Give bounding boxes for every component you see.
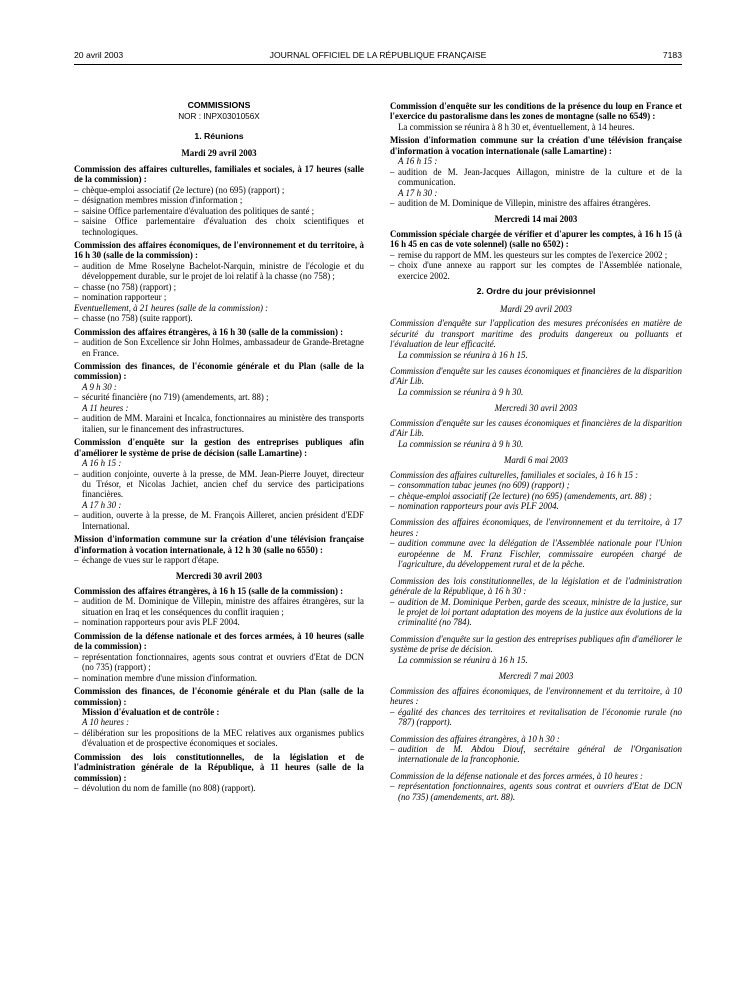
agenda-entry: Commission des affaires économiques, de l'environnement et du territoire, à 17 heures :	[390, 517, 682, 538]
entry-time: A 11 heures :	[82, 402, 129, 413]
entry-affaires-culturelles	[74, 164, 364, 237]
entry-affaires-etrangeres	[74, 327, 364, 358]
entry-time: A 16 h 15 :	[82, 458, 122, 469]
list-item: – échange de vues sur le rapport d'étape.	[74, 555, 364, 565]
entry-items	[74, 185, 364, 237]
entry-heading: Commission de la défense nationale et des forces armées, à 10 heures (salle de la commission) :	[74, 630, 364, 652]
entry-items	[74, 337, 364, 358]
list-item: – désignation membres mission d'information ;	[74, 195, 364, 205]
list-item: – saisine Office parlementaire d'évaluation des politiques de santé ;	[74, 206, 364, 216]
list-item: – audition de Mme Roselyne Bachelot-Narquin, ministre de l'écologie et du développement durable, sur le projet de loi relatif à la chasse (no 758) ;	[74, 261, 364, 282]
agenda-items	[390, 781, 682, 802]
agenda-time: La commission se réunira à 9 h 30.	[398, 438, 524, 449]
list-item: – dévolution du nom de famille (no 808) (rapport).	[74, 783, 364, 793]
entry-finances	[74, 361, 364, 434]
agenda-items	[390, 538, 682, 569]
entry-items	[74, 469, 364, 500]
agenda-items	[390, 707, 682, 728]
entry-items	[390, 250, 682, 281]
agenda-items	[390, 597, 682, 628]
date-heading: Mardi 6 mai 2003	[503, 455, 568, 466]
header-page-number: 7183	[662, 50, 682, 60]
entry-items	[74, 728, 364, 749]
list-item: – choix d'une annexe au rapport sur les comptes de l'Assemblée nationale, exercice 2002.	[390, 260, 682, 281]
entry-items	[74, 652, 364, 683]
header-date: 20 avril 2003	[74, 50, 124, 60]
agenda-entry: Commission d'enquête sur l'application des mesures préconisées en matière de sécurité du transport maritime des produits dangereux ou polluants et l'évaluation de leur efficacité.	[390, 318, 682, 350]
date-heading: Mercredi 30 avril 2003	[494, 403, 578, 414]
list-item: – représentation fonctionnaires, agents sous contrat et ouvriers d'Etat de DCN (no 735) (rapport) ;	[74, 652, 364, 673]
agenda-entry: Commission d'enquête sur les causes économiques et financières de la disparition d'Air Lib.	[390, 417, 682, 439]
list-item: – chèque-emploi associatif (2e lecture) (no 695) (rapport) ;	[74, 185, 364, 195]
agenda-entry: Commission des affaires étrangères, à 10 h 30 :	[390, 733, 560, 744]
subsection-reunions: 1. Réunions	[194, 130, 244, 141]
entry-items	[74, 596, 364, 627]
list-item: – sécurité financière (no 719) (amendements, art. 88) ;	[74, 392, 364, 402]
entry-heading: Commission des affaires étrangères, à 16 h 15 (salle de la commission) :	[74, 586, 344, 597]
agenda-entry: Commission des lois constitutionnelles, de la législation et de l'administration générale de la République, à 16 h 30 :	[390, 575, 682, 597]
entry-heading: Commission des lois constitutionnelles, de la législation et de l'administration générale de la République, à 11 heures (salle de la commission) :	[74, 751, 364, 783]
entry-heading: Commission d'enquête sur la gestion des entreprises publiques afin d'améliorer le système de prise de décision (salle Lamartine) :	[74, 437, 364, 458]
list-item: – saisine Office parlementaire d'évaluation des choix scientifiques et technologiques.	[74, 216, 364, 237]
entry-items	[390, 198, 682, 208]
list-item: – égalité des chances des territoires et revitalisation de l'économie rurale (no 787) (rapport).	[390, 707, 682, 728]
list-item: – audition de MM. Maraini et Incalca, fonctionnaires au ministère des transports italien, sur le financement des infrastructures.	[74, 413, 364, 434]
entry-items	[74, 261, 364, 303]
entry-time: Eventuellement, à 21 heures (salle de la commission) :	[74, 302, 269, 313]
entry-time: A 17 h 30 :	[398, 187, 438, 198]
list-item: – audition, ouverte à la presse, de M. François Ailleret, ancien président d'EDF International.	[74, 510, 364, 531]
entry-heading: Mission d'information commune sur la création d'une télévision française d'information à vocation internationale (salle Lamartine) :	[390, 135, 682, 156]
header-rule	[74, 64, 682, 65]
agenda-entry: Commission de la défense nationale et des forces armées, à 10 heures :	[390, 770, 643, 781]
entry-enquete-loup	[390, 101, 682, 132]
entry-items	[74, 510, 364, 531]
entry-heading: Commission des finances, de l'économie générale et du Plan (salle de la commission) :	[74, 360, 364, 382]
entry-items	[74, 313, 364, 323]
agenda-time: La commission se réunira à 16 h 15.	[398, 654, 528, 665]
agenda-time: La commission se réunira à 16 h 15.	[398, 349, 528, 360]
entry-heading: Commission des finances, de l'économie générale et du Plan (salle de la commission) :	[74, 686, 364, 707]
entry-items	[74, 392, 364, 402]
list-item: – audition de M. Jean-Jacques Aillagon, ministre de la culture et de la communication.	[390, 167, 682, 188]
agenda-items	[390, 744, 682, 765]
agenda-items	[390, 480, 682, 511]
entry-mission-television	[74, 534, 364, 565]
entry-items	[74, 413, 364, 434]
list-item: – audition commune avec la délégation de l'Assemblée nationale pour l'Union européenne de M. Franz Fischler, commissaire européen chargé de l'agriculture, du développement rural et de la pêche.	[390, 538, 682, 569]
list-item: – audition de Son Excellence sir John Holmes, ambassadeur de Grande-Bretagne en France.	[74, 337, 364, 358]
entry-time: A 10 heures :	[82, 717, 130, 728]
list-item: – représentation fonctionnaires, agents sous contrat et ouvriers d'Etat de DCN (no 735) (amendements, art. 88).	[390, 781, 682, 802]
entry-heading: Mission d'information commune sur la création d'une télévision française d'information à vocation internationale, à 12 h 30 (salle no 6550) :	[74, 534, 364, 555]
entry-heading: Commission d'enquête sur les conditions de la présence du loup en France et l'exercice du pastoralisme dans les zones de montagne (salle no 6549) :	[390, 101, 682, 122]
entry-heading: Commission spéciale chargée de vérifier et d'apurer les comptes, à 16 h 15 (à 16 h 45 en cas de vote solennel) (salle no 6502) :	[390, 228, 682, 250]
subsection-ordre-du-jour: 2. Ordre du jour prévisionnel	[476, 286, 596, 297]
entry-defense	[74, 631, 364, 683]
list-item: – nomination membre d'une mission d'information.	[74, 673, 364, 683]
list-item: – chasse (no 758) (suite rapport).	[74, 313, 364, 323]
list-item: – audition de M. Dominique de Villepin, ministre des affaires étrangères.	[390, 198, 682, 208]
entry-items	[74, 555, 364, 565]
agenda-entry: Commission d'enquête sur les causes économiques et financières de la disparition d'Air Lib.	[390, 365, 682, 387]
list-item: – nomination rapporteur ;	[74, 292, 364, 302]
entry-heading: Commission des affaires étrangères, à 16 h 30 (salle de la commission) :	[74, 326, 344, 337]
header-journal-title: JOURNAL OFFICIEL DE LA RÉPUBLIQUE FRANÇAISE	[269, 50, 487, 60]
left-column	[74, 100, 364, 794]
list-item: – audition conjointe, ouverte à la presse, de MM. Jean-Pierre Jouyet, directeur du Trésor, et Nicolas Jachiet, ancien chef du service des participations financières.	[74, 469, 364, 500]
entry-items	[390, 167, 682, 188]
entry-items	[74, 783, 364, 793]
entry-line: La commission se réunira à 8 h 30 et, éventuellement, à 14 heures.	[398, 121, 635, 132]
date-heading: Mardi 29 avril 2003	[500, 303, 572, 314]
list-item: – chasse (no 758) (rapport) ;	[74, 282, 364, 292]
section-title: COMMISSIONS	[187, 100, 251, 110]
entry-enquete-entreprises	[74, 437, 364, 531]
agenda-time: La commission se réunira à 9 h 30.	[398, 386, 524, 397]
entry-subheading: Mission d'évaluation et de contrôle :	[82, 707, 220, 718]
list-item: – audition de M. Dominique Perben, garde des sceaux, ministre de la justice, sur le projet de loi portant adaptation des moyens de la justice aux évolutions de la criminalité (no 784).	[390, 597, 682, 628]
entry-mission-television-2	[390, 135, 682, 208]
agenda-entry: Commission des affaires culturelles, familiales et sociales, à 16 h 15 :	[390, 469, 639, 480]
entry-time: A 9 h 30 :	[82, 381, 117, 392]
list-item: – délibération sur les propositions de la MEC relatives aux organismes publics d'évaluation et de prospective économiques et sociales.	[74, 728, 364, 749]
entry-lois	[74, 752, 364, 794]
agenda-entry: Commission des affaires économiques, de l'environnement et du territoire, à 10 heures :	[390, 685, 682, 707]
right-column	[390, 101, 682, 802]
ordre-du-jour	[390, 304, 682, 803]
entry-heading: Commission des affaires économiques, de l'environnement et du territoire, à 16 h 30 (salle de la commission) :	[74, 239, 364, 261]
list-item: – remise du rapport de MM. les questeurs sur les comptes de l'exercice 2002 ;	[390, 250, 682, 260]
entry-heading: Commission des affaires culturelles, familiales et sociales, à 17 heures (salle de la commission) :	[74, 163, 364, 185]
date-heading: Mercredi 30 avril 2003	[175, 570, 263, 581]
entry-finances-2	[74, 686, 364, 749]
nor-reference: NOR : INPX0301056X	[178, 112, 260, 122]
date-heading: Mercredi 14 mai 2003	[494, 213, 578, 224]
entry-commission-speciale	[390, 229, 682, 281]
date-heading: Mardi 29 avril 2003	[181, 148, 257, 159]
list-item: – consommation tabac jeunes (no 609) (rapport) ;	[390, 480, 682, 490]
list-item: – nomination rapporteurs pour avis PLF 2004.	[74, 617, 364, 627]
entry-affaires-economiques	[74, 240, 364, 324]
entry-affaires-etrangeres-2	[74, 586, 364, 628]
list-item: – audition de M. Dominique de Villepin, ministre des affaires étrangères, sur la situation en Iraq et les conséquences du conflit iraquien ;	[74, 596, 364, 617]
list-item: – audition de M. Abdou Diouf, secrétaire général de l'Organisation internationale de la francophonie.	[390, 744, 682, 765]
agenda-entry: Commission d'enquête sur la gestion des entreprises publiques afin d'améliorer le système de prise de décision.	[390, 633, 682, 655]
list-item: – nomination rapporteurs pour avis PLF 2004.	[390, 501, 682, 511]
date-heading: Mercredi 7 mai 2003	[498, 671, 574, 682]
entry-time: A 16 h 15 :	[398, 156, 438, 167]
page-header	[74, 50, 682, 62]
list-item: – chèque-emploi associatif (2e lecture) (no 695) (amendements, art. 88) ;	[390, 491, 682, 501]
entry-time: A 17 h 30 :	[82, 499, 122, 510]
